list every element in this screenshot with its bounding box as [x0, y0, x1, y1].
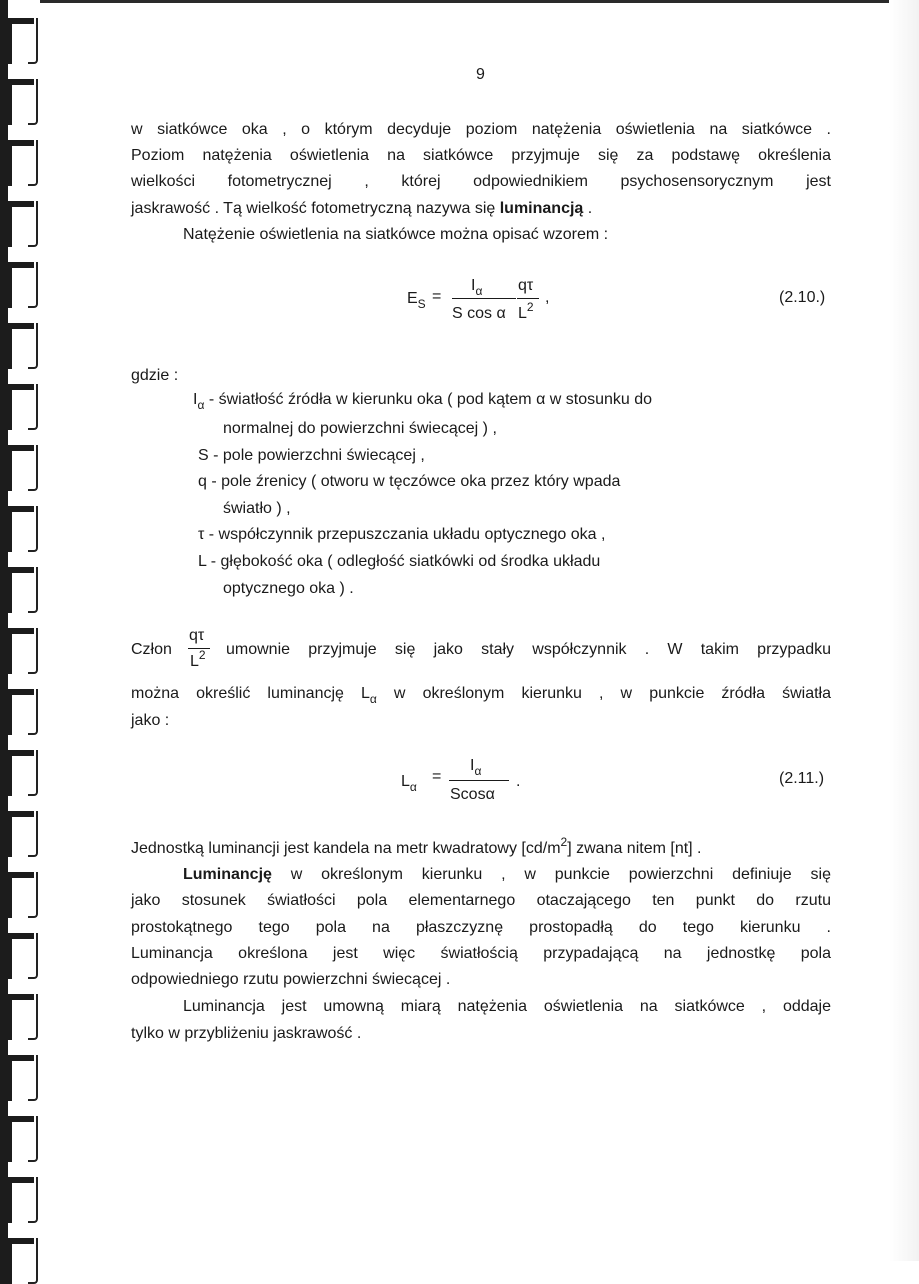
- binding-ring: [0, 323, 36, 369]
- list-item: L - głębokość oka ( odległość siatkówki od środka układu: [198, 553, 601, 570]
- binding-ring: [0, 201, 36, 247]
- paragraph-4: Jednostką luminancji jest kandela na metr kwadratowy $[cd/m^2]$ zwana nitem [nt] .: [131, 835, 702, 857]
- eq1-den2: $L^2$: [518, 300, 534, 322]
- text-line: jaskrawość . Tą wielkość fotometryczną nazywa się luminancją .: [131, 200, 593, 217]
- binding-ring: [0, 994, 36, 1040]
- text-line: Luminancja określona jest więc światłością przypadającą na jednostkę pola: [131, 945, 831, 962]
- binding-ring: [0, 384, 36, 430]
- binding-ring: [0, 872, 36, 918]
- text-line: odpowiedniego rzutu powierzchni świecącej .: [131, 971, 451, 988]
- eq2-period: .: [516, 773, 521, 790]
- binding-ring: [0, 689, 36, 735]
- eq2-den: Scosα: [450, 786, 495, 803]
- binding-ring: [0, 628, 36, 674]
- page-top-edge: [40, 0, 919, 3]
- eq1-num2: qτ: [518, 277, 534, 294]
- text-line: Poziom natężenia oświetlenia na siatkówce przyjmuje się za podstawę określenia: [131, 147, 831, 164]
- binding-ring: [0, 567, 36, 613]
- list-item: S - pole powierzchni świecącej ,: [198, 447, 425, 464]
- text-line: Luminancję w określonym kierunku , w punkcie powierzchni definiuje się: [183, 866, 831, 883]
- binding-ring: [0, 1177, 36, 1223]
- list-item: τ - współczynnik przepuszczania układu optycznego oka ,: [198, 526, 606, 543]
- list-item: $I_\alpha$ - światłość źródła w kierunku oka ( pod kątem α w stosunku do: [193, 391, 653, 412]
- paragraph-3-line-2: jako :: [131, 712, 170, 729]
- binding-ring: [0, 506, 36, 552]
- binding-ring: [0, 1055, 36, 1101]
- eq2-fraction-bar: [449, 780, 509, 781]
- text-line: Luminancja jest umowną miarą natężenia oświetlenia na siatkówce , oddaje: [183, 998, 831, 1015]
- list-item-continuation: optycznego oka ) .: [223, 580, 354, 597]
- gdzie-label: gdzie :: [131, 367, 179, 384]
- binding-ring: [0, 1116, 36, 1162]
- page-right-edge: [889, 0, 919, 1261]
- binding-ring: [0, 140, 36, 186]
- equation-label: (2.10.): [779, 289, 826, 306]
- text-line: tylko w przybliżeniu jaskrawość .: [131, 1025, 362, 1042]
- paragraph-3-line-1: można określić luminancję $L_\alpha$ w określonym kierunku , w punkcie źródła światła: [131, 685, 831, 706]
- equation-label: (2.11.): [779, 770, 825, 787]
- binding-ring: [0, 750, 36, 796]
- czlon-frac-num: qτ: [189, 627, 205, 644]
- list-item: q - pole źrenicy ( otworu w tęczówce oka przez który wpada: [198, 473, 621, 490]
- spiral-binding: [0, 0, 44, 1261]
- eq1-equals: =: [432, 288, 442, 305]
- binding-ring: [0, 933, 36, 979]
- eq1-num1: $I_\alpha$: [471, 277, 483, 298]
- bold-term: Luminancję: [183, 866, 272, 883]
- binding-ring: [0, 79, 36, 125]
- eq1-fraction-bar: [452, 298, 516, 299]
- czlon-frac-den: $L^2$: [190, 648, 206, 670]
- eq1-den1: S cos α: [452, 305, 506, 322]
- text-line: wielkości fotometrycznej , której odpowiednikiem psychosensorycznym jest: [131, 173, 831, 190]
- eq1-comma: ,: [545, 289, 550, 306]
- paragraph-2: Natężenie oświetlenia na siatkówce można opisać wzorem :: [183, 226, 609, 243]
- czlon-word: Człon: [131, 641, 172, 658]
- binding-ring: [0, 18, 36, 64]
- eq2-num: $I_\alpha$: [470, 757, 482, 778]
- binding-ring: [0, 1238, 36, 1284]
- text-line: prostokątnego tego pola na płaszczyznę prostopadłą do tego kierunku .: [131, 919, 831, 936]
- binding-ring: [0, 262, 36, 308]
- bold-term: luminancją: [499, 200, 584, 217]
- text-line: jako stosunek światłości pola elementarnego otaczającego ten punkt do rzutu: [131, 892, 831, 909]
- list-item-continuation: światło ) ,: [223, 500, 291, 517]
- eq2-lhs: $L_\alpha$: [401, 773, 417, 794]
- eq1-fraction-bar-2: [517, 298, 539, 299]
- binding-ring: [0, 445, 36, 491]
- eq1-lhs: $E_S$: [407, 290, 426, 311]
- binding-ring: [0, 811, 36, 857]
- list-item-continuation: normalnej do powierzchni świecącej ) ,: [223, 420, 497, 437]
- page-number: 9: [476, 66, 485, 83]
- czlon-rest: umownie przyjmuje się jako stały współczynnik . W takim przypadku: [226, 641, 831, 658]
- eq2-equals: =: [432, 768, 442, 785]
- text-line: w siatkówce oka , o którym decyduje poziom natężenia oświetlenia na siatkówce .: [131, 121, 831, 138]
